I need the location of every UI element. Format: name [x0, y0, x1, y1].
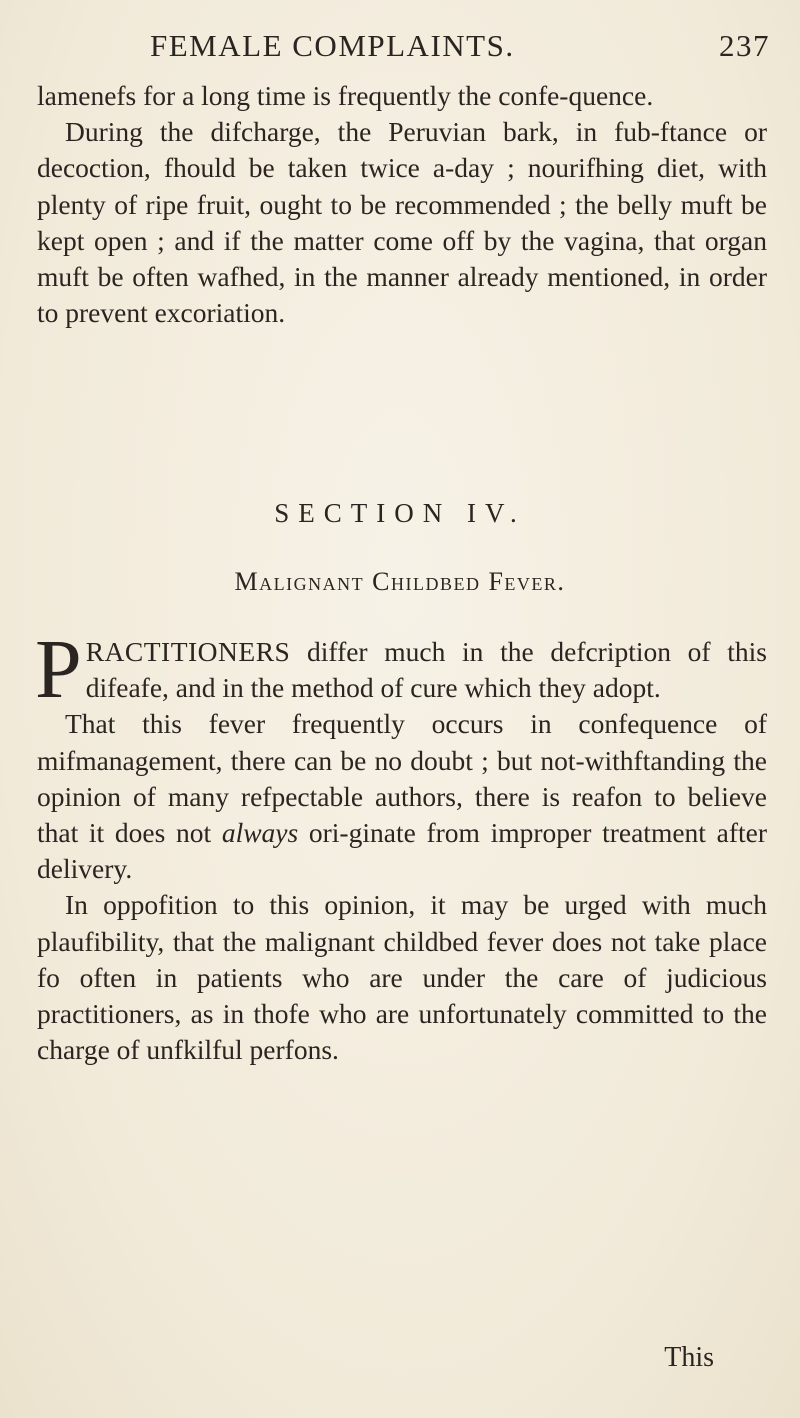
- opening-caps-word: RACTITIONERS: [85, 636, 291, 667]
- mismanagement-text-start: That this fever frequently occurs in confequence of mifmanagement, there can be no doubt ; but not-withftanding the opinion of many refpectable authors, there is reafon to believe that it does not: [37, 708, 767, 849]
- paragraph-continuation: lamenefs for a long time is frequently the confe-quence.: [37, 80, 654, 111]
- mismanagement-text-end: ori-ginate from improper treatment after delivery.: [37, 817, 767, 885]
- section-heading: SECTION IV.: [274, 498, 526, 528]
- page-number: 237: [719, 28, 770, 63]
- text-block-section: [35, 623, 767, 1068]
- paragraph-opening: [35, 623, 767, 716]
- section-subheading: Malignant Childbed Fever.: [234, 567, 566, 596]
- italic-emphasis: always: [221, 817, 299, 849]
- opening-text: differ much in the defcription of this difeafe, and in the method of cure which they adopt.: [85, 636, 767, 704]
- paragraph-discharge-treatment: During the difcharge, the Peruvian bark, in fub-ftance or decoction, fhould be taken twice a-day ; nourifhing diet, with plenty of ripe fruit, ought to be recommended ; the belly muft be kept open ; and if the matter come off by the vagina, that organ muft be often wafhed, in the manner already mentioned, in order to prevent excoriation.: [37, 116, 767, 329]
- running-title: FEMALE COMPLAINTS.: [150, 28, 515, 63]
- paragraph-opposition: In oppofition to this opinion, it may be urged with much plaufibility, that the malignant childbed fever does not take place fo often in patients who are under the care of judicious practitioners, as in thofe who are unfortunately committed to the charge of unfkilful perfons.: [37, 889, 767, 1066]
- drop-cap: P: [35, 623, 82, 716]
- catchword: This: [664, 1342, 714, 1373]
- text-block-top: [37, 78, 767, 331]
- paragraph-mismanagement: [37, 706, 767, 887]
- running-head: [150, 28, 770, 72]
